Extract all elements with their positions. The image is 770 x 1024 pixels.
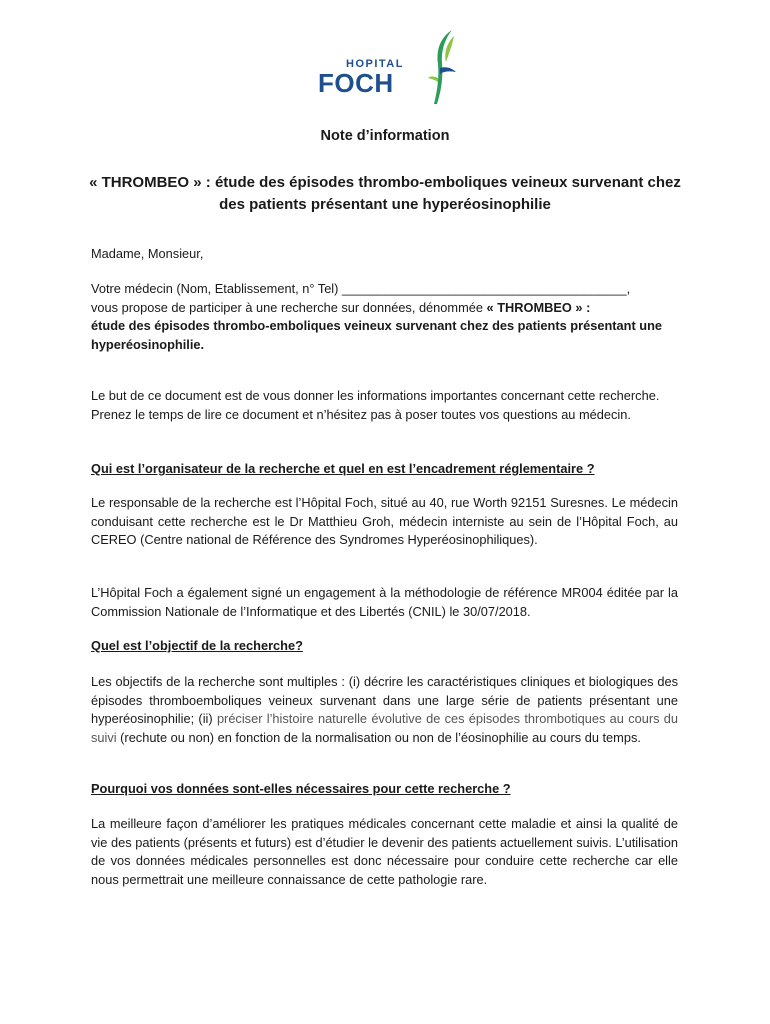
section-heading-organizer: Qui est l’organisateur de la recherche et quel en est l’encadrement réglementaire ? bbox=[91, 461, 595, 476]
salutation: Madame, Monsieur, bbox=[91, 246, 204, 261]
organizer-paragraph: Le responsable de la recherche est l’Hôpital Foch, situé au 40, rue Worth 92151 Suresnes. Le médecin conduisant cette recherche est le Dr Matthieu Groh, médecin interniste au sein de l’Hôpital Foch, au CEREO (Centre national de Référence des Syndromes Hyperéosinophiliques). bbox=[91, 495, 678, 547]
intro-bold-rest: étude des épisodes thrombo-emboliques veineux survenant chez des patients présentant une hyperéosinophilie. bbox=[91, 318, 663, 352]
objective-text-b: préciser l’histoire naturelle évolutive de ces épisodes thrombotiques au cours du suivi bbox=[91, 711, 679, 745]
intro-line-2-text: vous propose de participer à une recherche sur données, dénommée bbox=[91, 299, 487, 315]
commitment-paragraph: L’Hôpital Foch a également signé un engagement à la méthodologie de référence MR004 éditée par la Commission Nationale de l’Informatique et des Libertés (CNIL) le 30/07/2018. bbox=[91, 585, 678, 619]
document-subtitle: « THROMBEO » : étude des épisodes thrombo-emboliques veineux survenant chez des patients présentant une hyperéosinophilie bbox=[89, 174, 681, 213]
leaf-icon bbox=[426, 28, 458, 106]
section-heading-data-need: Pourquoi vos données sont-elles nécessaires pour cette recherche ? bbox=[91, 781, 511, 796]
document-title: Note d’information bbox=[320, 128, 450, 144]
objective-paragraph bbox=[91, 673, 678, 747]
section-heading-objective: Quel est l’objectif de la recherche? bbox=[91, 638, 303, 653]
intro-line-1: Votre médecin (Nom, Etablissement, n° Tel) ________________________________________, bbox=[91, 281, 631, 296]
objective-text-c: (rechute ou non) en fonction de la normalisation ou non de l’éosinophilie au cours du temps. bbox=[116, 729, 641, 745]
data-need-paragraph: La meilleure façon d’améliorer les pratiques médicales concernant cette maladie et ainsi la qualité de vie des patients (présents et futurs) est d’étudier le devenir des patients actuellement suivis. L’utilisation de vos données médicales personnelles est donc nécessaire pour conduire cette recherche car elle nous permettrait une meilleure connaissance de cette pathologie rare. bbox=[91, 816, 678, 887]
purpose-text-2: Prenez le temps de lire ce document et n’hésitez pas à poser toutes vos questions au médecin. bbox=[91, 406, 631, 422]
logo-top-text: HOPITAL bbox=[346, 58, 404, 70]
objective-text-a: Les objectifs de la recherche sont multiples : (i) décrire les caractéristiques cliniques et biologiques des épisodes thromboemboliques veineux survenant dans une large série de patients présentant une hyperéosinophilie; (ii) bbox=[91, 674, 678, 726]
hospital-logo bbox=[318, 28, 458, 108]
purpose-paragraph bbox=[91, 387, 678, 424]
purpose-text-1: Le but de ce document est de vous donner les informations importantes concernant cette recherche. bbox=[91, 388, 660, 403]
intro-paragraph bbox=[91, 280, 678, 354]
logo-main-text: FOCH bbox=[318, 68, 394, 98]
intro-line-2 bbox=[91, 299, 678, 318]
study-name: « THROMBEO » : bbox=[486, 299, 591, 315]
